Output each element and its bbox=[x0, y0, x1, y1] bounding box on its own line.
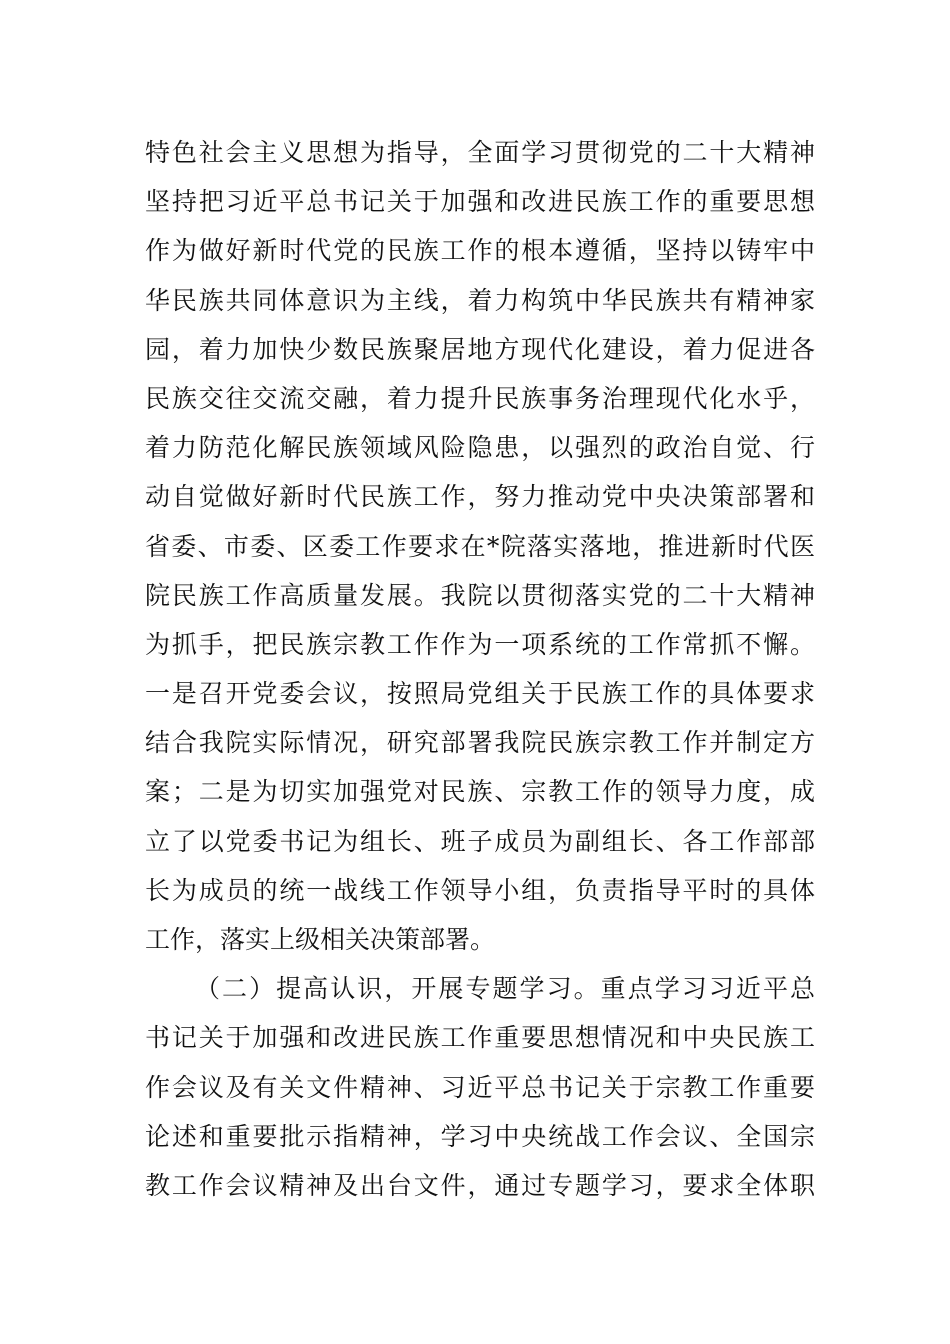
text-line: 院民族工作高质量发展。我院以贯彻落实党的二十大精神 bbox=[145, 580, 815, 610]
text-line: 园，着力加快少数民族聚居地方现代化建设，着力促进各 bbox=[145, 334, 815, 364]
text-line: 省委、市委、区委工作要求在*院落实落地，推进新时代医 bbox=[145, 531, 815, 561]
text-line: 动自觉做好新时代民族工作，努力推动党中央决策部署和 bbox=[145, 482, 815, 512]
text-line: 坚持把习近平总书记关于加强和改进民族工作的重要思想 bbox=[145, 187, 815, 217]
text-line: 立了以党委书记为组长、班子成员为副组长、各工作部部 bbox=[145, 826, 815, 856]
text-line: 教工作会议精神及出台文件，通过专题学习，要求全体职 bbox=[145, 1170, 815, 1200]
text-line: 案；二是为切实加强党对民族、宗教工作的领导力度，成 bbox=[145, 777, 815, 807]
text-line: 一是召开党委会议，按照局党组关于民族工作的具体要求 bbox=[145, 679, 815, 709]
text-line: 华民族共同体意识为主线，着力构筑中华民族共有精神家 bbox=[145, 285, 815, 315]
text-line: 作会议及有关文件精神、习近平总书记关于宗教工作重要 bbox=[145, 1072, 815, 1102]
text-line: 着力防范化解民族领域风险隐患，以强烈的政治自觉、行 bbox=[145, 433, 815, 463]
text-line: 论述和重要批示指精神，学习中央统战工作会议、全国宗 bbox=[145, 1121, 815, 1151]
text-line: 作为做好新时代党的民族工作的根本遵循，坚持以铸牢中 bbox=[145, 236, 815, 266]
text-line: 工作，落实上级相关决策部署。 bbox=[145, 925, 496, 954]
body-text bbox=[145, 128, 815, 1210]
text-line: 特色社会主义思想为指导，全面学习贯彻党的二十大精神 bbox=[145, 138, 815, 167]
text-line: 长为成员的统一战线工作领导小组，负责指导平时的具体 bbox=[145, 875, 815, 905]
text-line: 为抓手，把民族宗教工作作为一项系统的工作常抓不懈。 bbox=[145, 629, 815, 659]
section-heading-line: （二）提高认识，开展专题学习。重点学习习近平总 bbox=[195, 974, 815, 1004]
text-line: 结合我院实际情况，研究部署我院民族宗教工作并制定方 bbox=[145, 728, 815, 758]
text-line: 民族交往交流交融，着力提升民族事务治理现代化水乎， bbox=[145, 383, 815, 413]
text-line: 书记关于加强和改进民族工作重要思想情况和中央民族工 bbox=[145, 1023, 815, 1053]
